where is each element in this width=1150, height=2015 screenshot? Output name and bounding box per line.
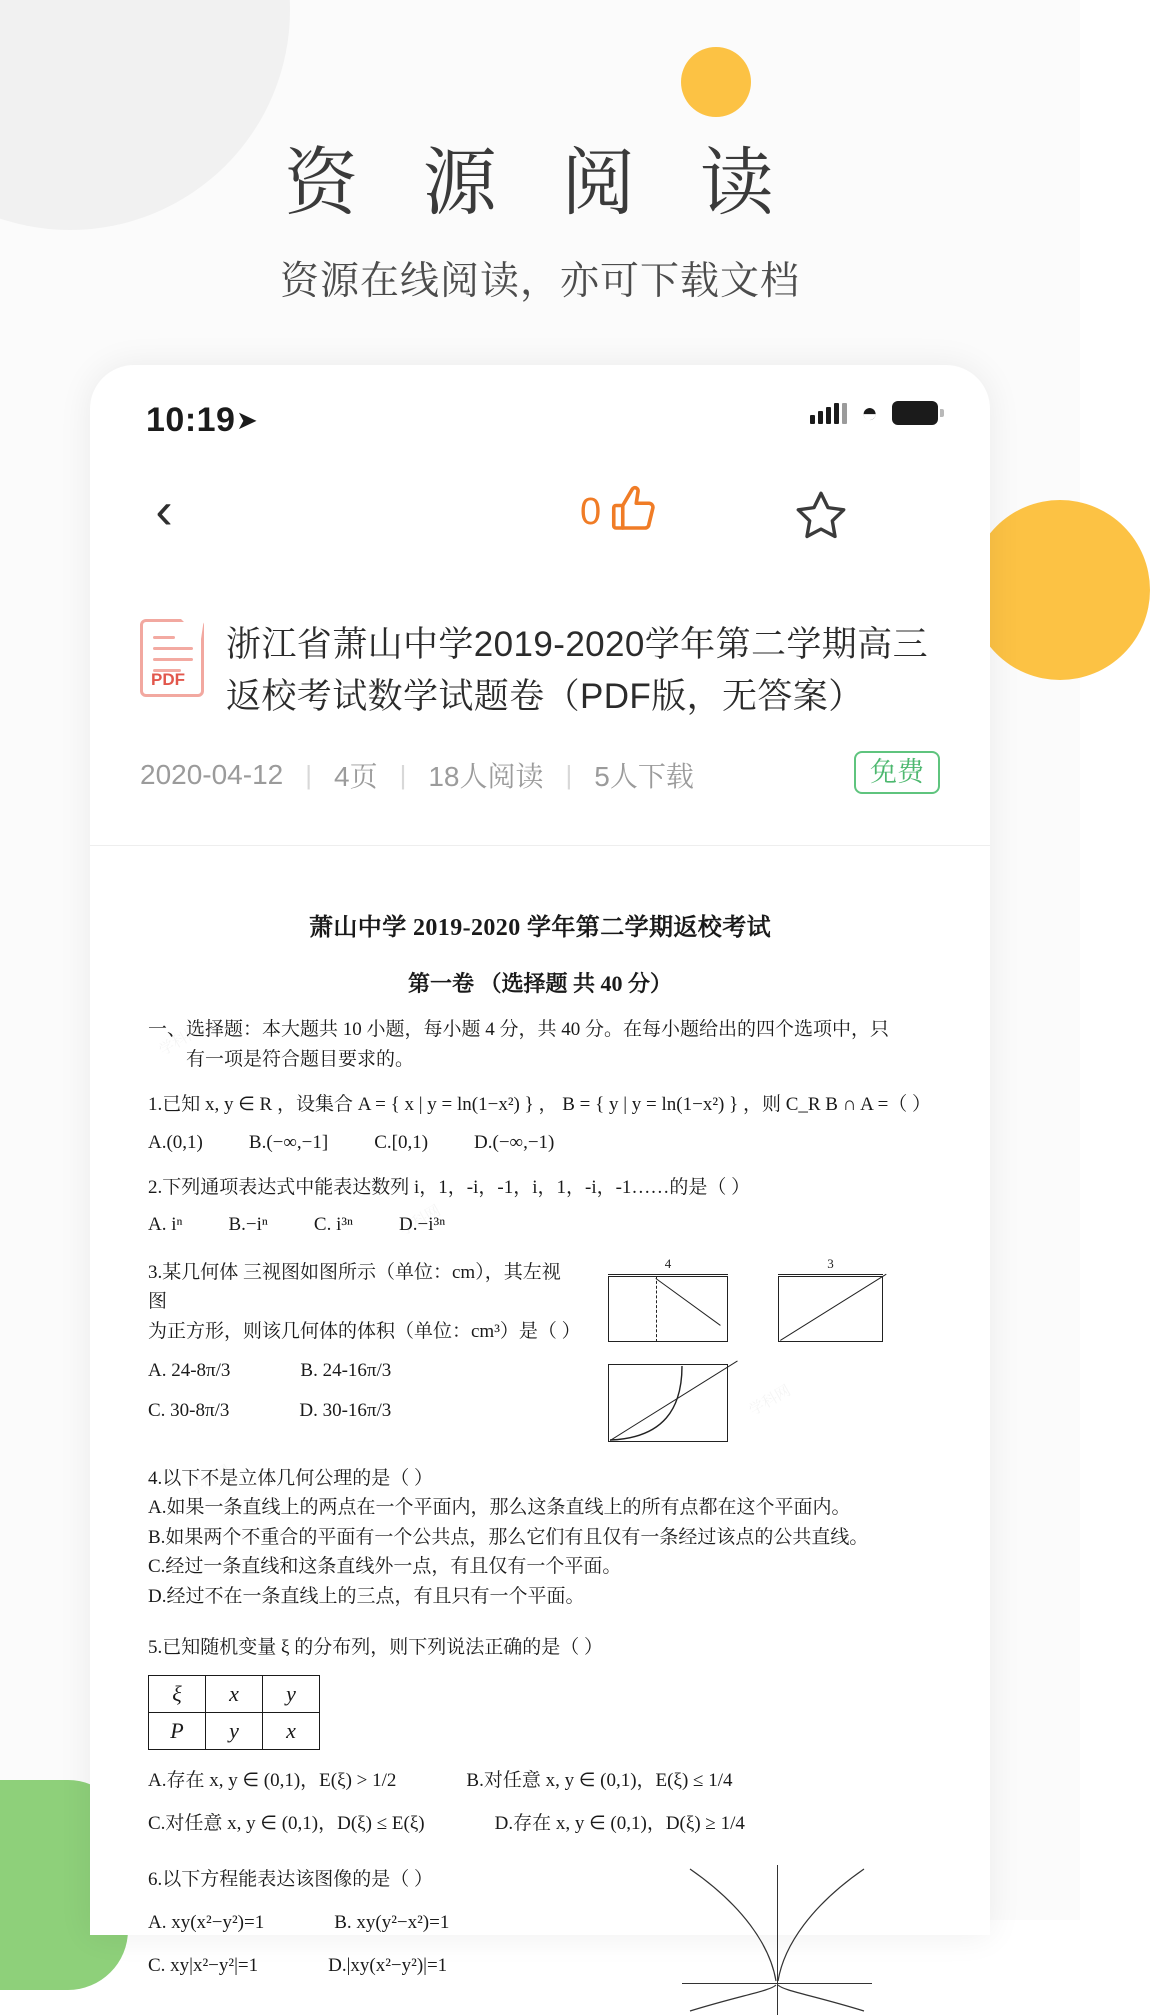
option: C. i³ⁿ <box>313 1214 354 1236</box>
battery-full-icon <box>892 401 938 425</box>
option: C. xy|x²−y²|=1 <box>148 1955 259 1977</box>
option: D. 30-16π/3 <box>299 1399 392 1421</box>
question-5-options-row1 <box>148 1766 932 1795</box>
status-bar <box>90 365 990 473</box>
document-preview[interactable] <box>148 910 932 2005</box>
paper-section: 第一卷 （选择题 共 40 分） <box>407 971 672 997</box>
page-title: 资 源 阅 读 <box>284 141 796 224</box>
table-cell: y <box>206 1712 263 1749</box>
document-title: 浙江省萧山中学2019-2020学年第二学期高三返校考试数学试题卷（PDF版，无答案） <box>226 625 928 716</box>
option: D.(−∞,−1) <box>474 1131 555 1153</box>
option: A.存在 x, y ∈ (0,1)，E(ξ) > 1/2 <box>148 1769 397 1791</box>
decorative-dot-yellow <box>681 47 751 117</box>
question-4-option-d: D.经过不在一条直线上的三点，有且只有一个平面。 <box>148 1585 585 1607</box>
header-divider <box>90 845 990 846</box>
option: D.存在 x, y ∈ (0,1)，D(ξ) ≥ 1/4 <box>494 1813 745 1835</box>
question-1-options <box>148 1128 932 1157</box>
question-3-options-row2 <box>148 1396 578 1425</box>
wifi-icon: ◓ <box>861 397 878 428</box>
question-3-line2: 为正方形，则该几何体的体积（单位：cm³）是（ ） <box>148 1320 581 1342</box>
option: A. iⁿ <box>148 1214 183 1236</box>
meta-separator: | <box>399 759 407 790</box>
option: B.对任意 x, y ∈ (0,1)，E(ξ) ≤ 1/4 <box>466 1769 733 1791</box>
question-6-graph <box>682 1865 872 2015</box>
paper-instructions-line1: 一、选择题：本大题共 10 小题，每小题 4 分，共 40 分。在每小题给出的四个选项中，只 <box>148 1019 890 1041</box>
table-row <box>149 1675 320 1712</box>
table-cell: y <box>263 1675 320 1712</box>
option: D.|xy(x²−y²)|=1 <box>328 1955 448 1977</box>
option: B.−iⁿ <box>228 1214 268 1236</box>
option: B. xy(y²−x²)=1 <box>334 1912 450 1934</box>
question-5: 5.已知随机变量 ξ 的分布列，则下列说法正确的是（ ） <box>148 1637 603 1659</box>
option: A. xy(x²−y²)=1 <box>148 1912 265 1934</box>
question-4-option-a: A.如果一条直线上的两点在一个平面内，那么这条直线上的所有点都在这个平面内。 <box>148 1497 851 1519</box>
pdf-badge-label: PDF <box>151 670 185 689</box>
option: A. 24-8π/3 <box>148 1360 231 1382</box>
question-6-options-row1 <box>148 1908 528 1937</box>
question-2-options <box>148 1210 932 1239</box>
location-arrow-icon: ➤ <box>236 405 258 435</box>
like-button[interactable] <box>580 483 661 542</box>
price-badge: 免费 <box>854 751 940 794</box>
page-subtitle: 资源在线阅读，亦可下载文档 <box>279 260 800 303</box>
meta-downloads: 5人下载 <box>594 761 694 792</box>
question-1: 1.已知 x, y ∈ R ，设集合 A = { x | y = ln(1−x²) } ， B = { y | y = ln(1−x²) } ，则 C_R B ∩ A =（ ） <box>148 1094 932 1116</box>
like-count: 0 <box>580 491 602 533</box>
table-cell: P <box>149 1712 206 1749</box>
document-header <box>90 577 990 723</box>
question-4-option-c: C.经过一条直线和这条直线外一点，有且仅有一个平面。 <box>148 1556 622 1578</box>
question-4: 4.以下不是立体几何公理的是（ ） <box>148 1467 434 1489</box>
document-meta <box>140 749 940 801</box>
figure-dim-label-4: 4 <box>608 1254 728 1275</box>
paper-header: 萧山中学 2019-2020 学年第二学期返校考试 <box>309 915 771 941</box>
table-cell: ξ <box>149 1675 206 1712</box>
paper-instructions-line2: 有一项是符合题目要求的。 <box>186 1048 415 1070</box>
question-3-line1: 3.某几何体 三视图如图所示（单位：cm），其左视图 <box>148 1261 561 1313</box>
meta-reads: 18人阅读 <box>428 761 544 792</box>
table-cell: x <box>263 1712 320 1749</box>
meta-separator: | <box>565 759 573 790</box>
favorite-button[interactable] <box>790 485 852 552</box>
option: B. 24-16π/3 <box>300 1360 392 1382</box>
back-button[interactable]: ‹ <box>155 482 173 540</box>
question-5-options-row2 <box>148 1809 932 1838</box>
option: C.[0,1) <box>374 1131 429 1153</box>
signal-bars-icon <box>810 402 847 424</box>
question-2: 2.下列通项表达式中能表达数列 i，1，-i，-1，i，1，-i，-1……的是（ ） <box>148 1177 751 1199</box>
pdf-file-icon <box>140 619 204 697</box>
thumbs-up-icon <box>607 483 661 542</box>
table-row <box>149 1712 320 1749</box>
option: D.−i³ⁿ <box>399 1214 446 1236</box>
app-nav-bar <box>90 473 990 577</box>
question-6: 6.以下方程能表达该图像的是（ ） <box>148 1868 434 1890</box>
meta-date: 2020-04-12 <box>140 759 284 790</box>
question-6-options-row2 <box>148 1951 528 1980</box>
question-3-options-row1 <box>148 1356 578 1385</box>
status-time: 10:19 <box>146 401 236 439</box>
decorative-blob-right <box>970 500 1150 680</box>
option: A.(0,1) <box>148 1131 203 1153</box>
three-view-figure <box>588 1254 928 1449</box>
distribution-table <box>148 1675 320 1750</box>
option: C.对任意 x, y ∈ (0,1)，D(ξ) ≤ E(ξ) <box>148 1813 425 1835</box>
question-4-option-b: B.如果两个不重合的平面有一个公共点，那么它们有且仅有一条经过该点的公共直线。 <box>148 1526 869 1548</box>
phone-mockup <box>90 365 990 1977</box>
meta-separator: | <box>305 759 312 790</box>
option: C. 30-8π/3 <box>148 1399 230 1421</box>
table-cell: x <box>206 1675 263 1712</box>
meta-pages: 4页 <box>334 761 378 792</box>
option: B.(−∞,−1] <box>248 1131 329 1153</box>
status-indicators <box>810 397 938 428</box>
figure-dim-label-3: 3 <box>778 1254 883 1275</box>
